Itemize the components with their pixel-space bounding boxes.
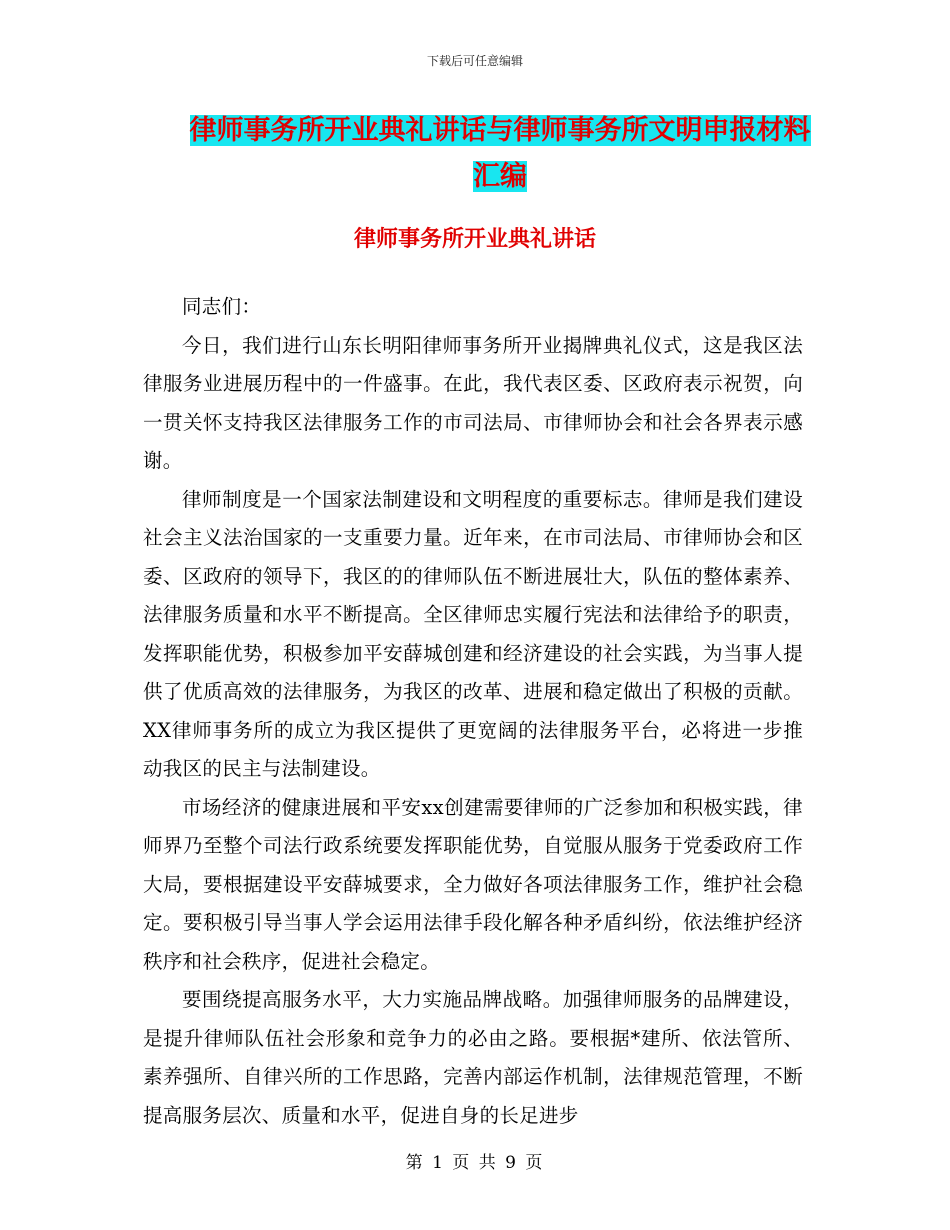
document-title: [150, 108, 850, 200]
header-note: 下载后可任意编辑: [426, 54, 523, 68]
paragraph: 今日，我们进行山东长明阳律师事务所开业揭牌典礼仪式，这是我区法律服务业进展历程中的一件盛事。在此，我代表区委、区政府表示祝贺，向一贯关怀支持我区法律服务工作的市司法局、市律师协会和社会各界表示感谢。: [143, 333, 803, 472]
paragraph: 要围绕提高服务水平，大力实施品牌战略。加强律师服务的品牌建设，是提升律师队伍社会形象和竞争力的必由之路。要根据*建所、依法管所、素养强所、自律兴所的工作思路，完善内部运作机制，法律规范管理，不断提高服务层次、质量和水平，促进自身的长足进步: [143, 988, 803, 1127]
document-title-line-2: 汇编: [473, 161, 527, 192]
paragraph: 律师制度是一个国家法制建设和文明程度的重要标志。律师是我们建设社会主义法治国家的一支重要力量。近年来，在市司法局、市律师协会和区委、区政府的领导下，我区的的律师队伍不断进展壮大，队伍的整体素养、法律服务质量和水平不断提高。全区律师忠实履行宪法和法律给予的职责，发挥职能优势，积极参加平安薛城创建和经济建设的社会实践，为当事人提供了优质高效的法律服务，为我区的改革、进展和稳定做出了积极的贡献。XX律师事务所的成立为我区提供了更宽阔的法律服务平台，必将进一步推动我区的民主与法制建设。: [143, 487, 803, 780]
page-number: 第 1 页 共 9 页: [405, 1153, 545, 1173]
section-title: 律师事务所开业典礼讲话: [353, 227, 596, 252]
document-title-line-1: 律师事务所开业典礼讲话与律师事务所文明申报材料: [189, 115, 811, 146]
body-text: [143, 288, 803, 1135]
paragraph-salutation: 同志们：: [182, 295, 262, 318]
paragraph: 市场经济的健康进展和平安xx创建需要律师的广泛参加和积极实践，律师界乃至整个司法行政系统要发挥职能优势，自觉服从服务于党委政府工作大局，要根据建设平安薛城要求，全力做好各项法律服务工作，维护社会稳定。要积极引导当事人学会运用法律手段化解各种矛盾纠纷，依法维护经济秩序和社会秩序，促进社会稳定。: [143, 795, 803, 973]
